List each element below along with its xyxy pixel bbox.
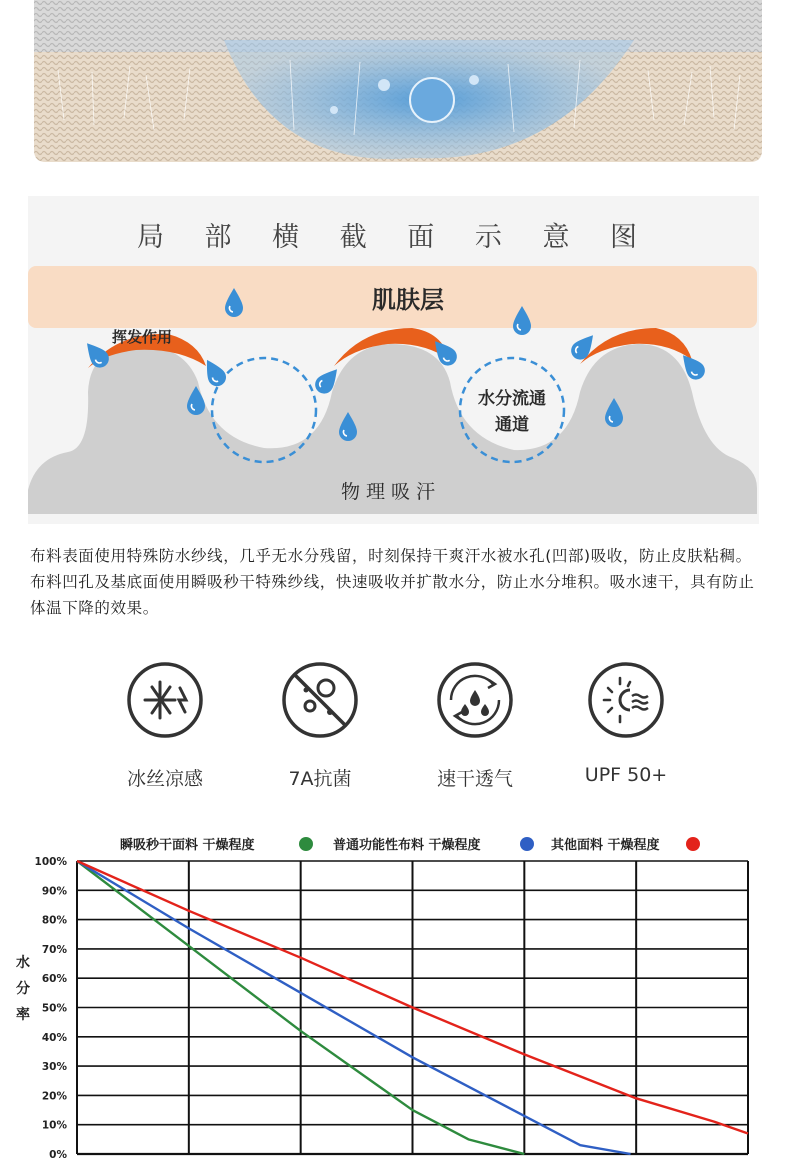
cross-section-diagram [28,262,759,524]
legend-swatch [299,837,313,851]
legend-entry: 瞬吸秒干面料 干燥程度 [120,838,255,853]
y-axis-label-char: 率 [16,1007,30,1023]
feature-label: UPF 50+ [584,764,668,786]
description-text: 布料表面使用特殊防水纱线，几乎无水分残留，时刻保持干爽汗水被水孔(凹部)吸收，防止皮肤粘稠。布料凹孔及基底面使用瞬吸秒干特殊纱线，快速吸收并扩散水分，防止水分堆积。吸水速干，具有防止体温下降的效果。 [30,547,755,617]
legend-swatch [520,837,534,851]
channel-label: 通道 [495,415,529,435]
feature-quick-dry [400,660,550,791]
wick-label: 挥发作用 [111,328,173,346]
y-tick-label: 100% [34,856,67,868]
sun-protection-icon [586,660,666,740]
feature-cooling [90,660,240,791]
y-tick-label: 50% [41,1002,67,1015]
y-tick-label: 90% [41,885,67,898]
channel-label: 水分流通 [478,389,546,409]
chart-legend [120,837,700,853]
y-tick-label: 0% [49,1149,67,1161]
antibacterial-icon [280,660,360,740]
y-tick-label: 40% [41,1031,67,1044]
drying-chart [0,825,790,1165]
y-tick-label: 60% [41,973,67,986]
snowflake-icon [125,660,205,740]
y-tick-label: 10% [41,1119,67,1132]
channel-circle [460,358,564,462]
base-label: 物 理 吸 汗 [340,481,436,503]
water-drop-icon [567,329,599,363]
y-tick-label: 80% [41,914,67,927]
feature-label: 速干透气 [436,768,513,790]
legend-swatch [686,837,700,851]
feature-antibacterial [245,660,395,791]
fabric-illustration [34,0,762,162]
quick-dry-icon [435,660,515,740]
y-tick-label: 70% [41,943,67,956]
legend-entry: 其他面料 干燥程度 [551,838,660,853]
skin-layer-label: 肌肤层 [372,286,444,314]
feature-label: 7A抗菌 [288,768,352,790]
y-axis-ticks [35,856,68,1161]
y-axis-label-char: 分 [16,981,30,997]
legend-entry: 普通功能性布料 干燥程度 [333,838,481,853]
feature-upf [551,660,701,786]
y-axis-label [16,954,30,1023]
channel-circle [212,358,316,462]
y-tick-label: 30% [41,1061,67,1074]
y-axis-label-char: 水 [16,955,30,971]
section-title: 局 部 横 截 面 示 意 图 [136,222,654,253]
feature-label: 冰丝凉感 [126,768,203,790]
y-tick-label: 20% [41,1090,67,1103]
